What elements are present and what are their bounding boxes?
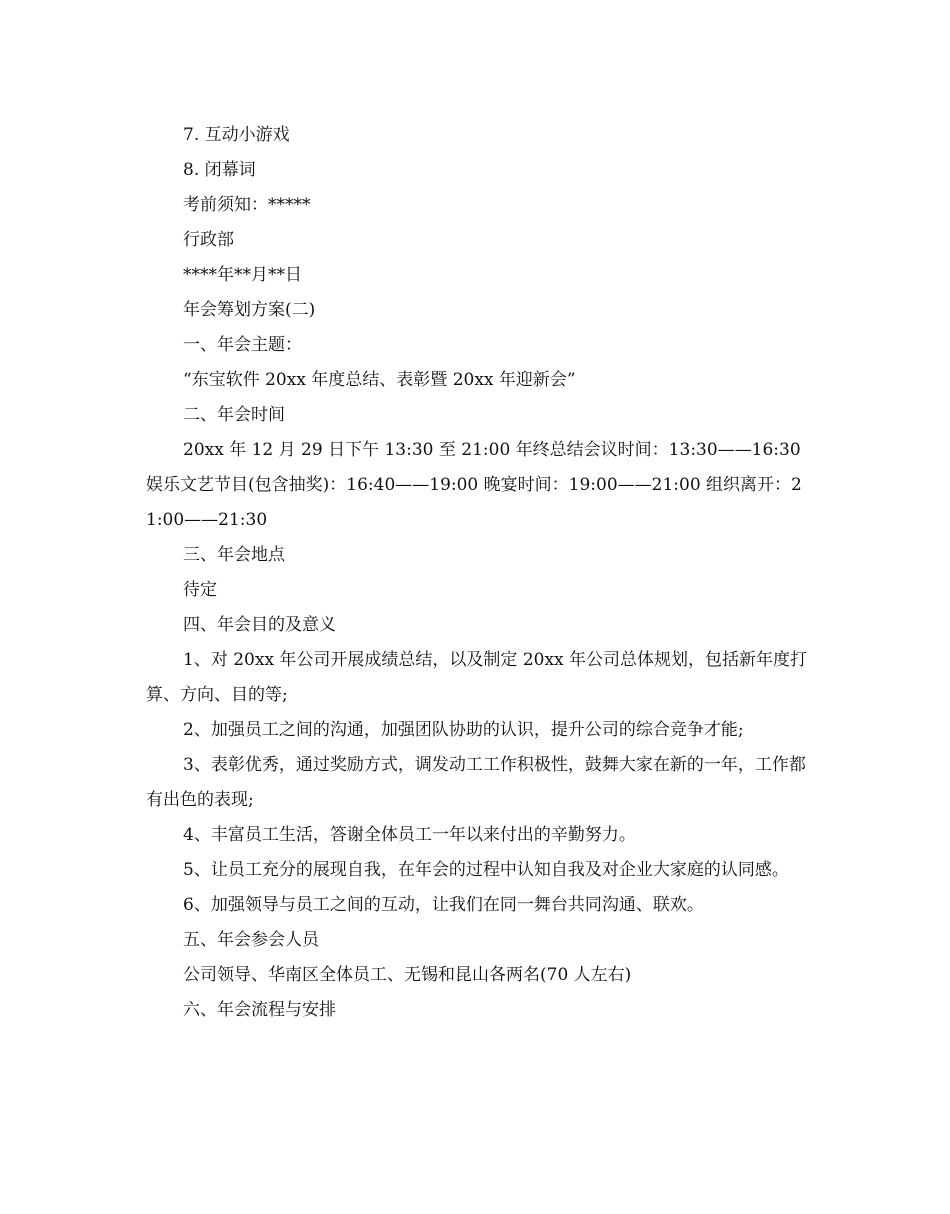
venue-text: 待定: [183, 580, 217, 600]
section-heading-purpose: 四、年会目的及意义: [183, 615, 336, 635]
plan-title: 年会筹划方案(二): [183, 300, 316, 320]
section-heading-attendees: 五、年会参会人员: [183, 930, 319, 950]
section-heading-time: 二、年会时间: [183, 405, 285, 425]
attendees-text: 公司领导、华南区全体员工、无锡和昆山各两名(70 人左右): [183, 965, 632, 985]
signature-date: ****年**月**日: [183, 265, 302, 285]
section-heading-theme: 一、年会主题：: [183, 335, 302, 355]
purpose-item-3: 3、表彰优秀，通过奖励方式，调发动工工作积极性，鼓舞大家在新的一年，工作都有出色的表现;: [146, 755, 806, 810]
notes-line: 考前须知：*****: [183, 195, 311, 215]
purpose-item-1: 1、对 20xx 年公司开展成绩总结，以及制定 20xx 年公司总体规划，包括新年度打算、方向、目的等;: [146, 650, 808, 705]
section-heading-agenda: 六、年会流程与安排: [183, 1000, 336, 1020]
purpose-item-4: 4、丰富员工生活，答谢全体员工一年以来付出的辛勤努力。: [183, 825, 636, 845]
document-body: [146, 118, 812, 1028]
purpose-item-2: 2、加强员工之间的沟通，加强团队协助的认识，提升公司的综合竞争才能;: [183, 720, 744, 740]
purpose-item-5: 5、让员工充分的展现自我，在年会的过程中认知自我及对企业大家庭的认同感。: [183, 860, 789, 880]
theme-text: “东宝软件 20xx 年度总结、表彰暨 20xx 年迎新会”: [183, 370, 576, 390]
department-signature: 行政部: [183, 230, 234, 250]
purpose-item-6: 6、加强领导与员工之间的互动，让我们在同一舞台共同沟通、联欢。: [183, 895, 704, 915]
schedule-text: 20xx 年 12 月 29 日下午 13:30 至 21:00 年终总结会议时间：13:30——16:30 娱乐文艺节目(包含抽奖)：16:40——19:00 晚宴时间：19:00——21:00 组织离开：21:00——21:30: [146, 440, 802, 530]
section-heading-venue: 三、年会地点: [183, 545, 285, 565]
agenda-item-7: 7. 互动小游戏: [183, 125, 290, 145]
agenda-item-8: 8. 闭幕词: [183, 160, 256, 180]
